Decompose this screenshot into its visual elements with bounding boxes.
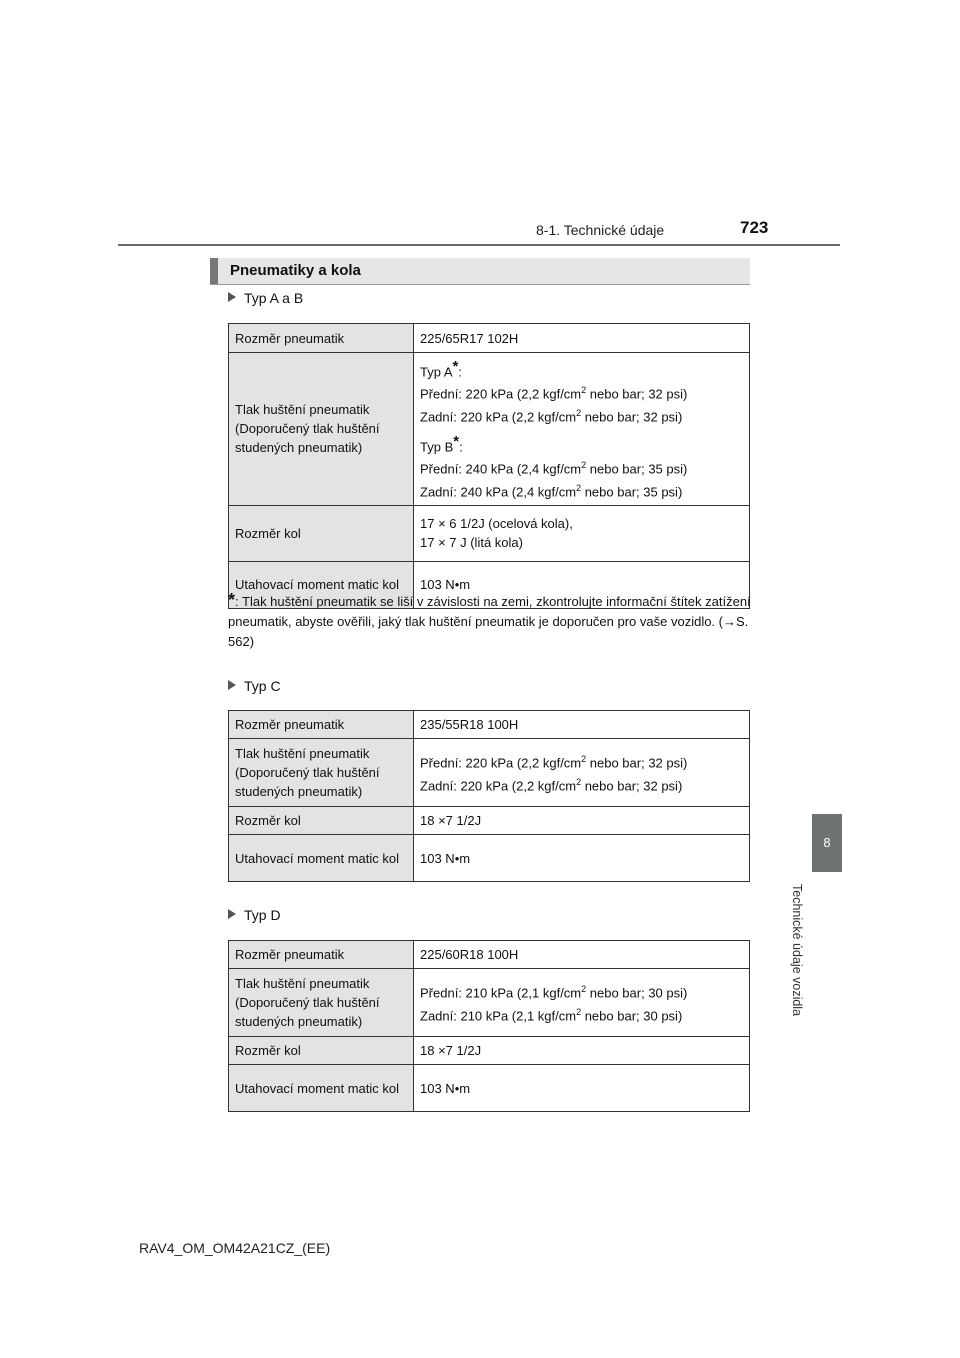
- triangle-bullet-icon: [228, 909, 236, 919]
- torque-value: 103 N•m: [414, 835, 750, 882]
- spec-table-type-a-b: [228, 323, 750, 609]
- wheel-size-label: Rozměr kol: [229, 1037, 414, 1065]
- footnote-marker: *: [228, 590, 236, 610]
- torque-label: Utahovací moment matic kol: [229, 835, 414, 882]
- tire-size-value: 225/65R17 102H: [414, 324, 750, 353]
- wheel-size-line: 17 × 6 1/2J (ocelová kola),: [420, 516, 573, 532]
- tire-size-value: 235/55R18 100H: [414, 711, 750, 739]
- table-row: [229, 711, 750, 739]
- triangle-bullet-icon: [228, 292, 236, 302]
- pressure-label: Tlak huštění pneumatik (Doporučený tlak huštění studených pneumatik): [229, 739, 414, 807]
- spec-table-type-d: [228, 940, 750, 1112]
- pressure-line: Zadní: 240 kPa (2,4 kgf/$cm^2$ nebo bar; 35 psi): [420, 482, 683, 499]
- table-row: [229, 1037, 750, 1065]
- wheel-size-value: 18 ×7 1/2J: [414, 1037, 750, 1065]
- pressure-value: [414, 739, 750, 807]
- document-code: RAV4_OM_OM42A21CZ_(EE): [139, 1240, 331, 1256]
- torque-label: Utahovací moment matic kol: [229, 561, 414, 608]
- subheading-type-a-b: Typ A a B: [228, 290, 303, 306]
- subheading-type-c: Typ C: [228, 678, 281, 694]
- footnote-text: : Tlak huštění pneumatik se liší v závislosti na zemi, zkontrolujte informační štítek zatížení pneumatik, abyste ověřili, jaký tlak huštění pneumatik je doporučen pro vaše vozidlo. (→S. 562): [228, 594, 751, 649]
- pressure-label: Tlak huštění pneumatik (Doporučený tlak huštění studených pneumatik): [229, 353, 414, 506]
- spec-table-type-c: [228, 710, 750, 882]
- torque-value: 103 N•m: [414, 1065, 750, 1112]
- torque-value: 103 N•m: [414, 561, 750, 608]
- pressure-line: Přední: 210 kPa (2,1 kgf/$cm^2$ nebo bar; 30 psi): [420, 984, 688, 1001]
- pressure-line: Přední: 220 kPa (2,2 kgf/$cm^2$ nebo bar; 32 psi): [420, 385, 688, 402]
- table-row: [229, 1065, 750, 1112]
- pressure-value: [414, 353, 750, 506]
- section-marker: [210, 258, 218, 284]
- pressure-label: Tlak huštění pneumatik (Doporučený tlak huštění studených pneumatik): [229, 969, 414, 1037]
- table-row: [229, 835, 750, 882]
- tire-size-value: 225/60R18 100H: [414, 941, 750, 969]
- table-row: [229, 324, 750, 353]
- pressure-line: Zadní: 220 kPa (2,2 kgf/$cm^2$ nebo bar; 32 psi): [420, 776, 683, 793]
- wheel-size-value: 18 ×7 1/2J: [414, 807, 750, 835]
- tire-size-label: Rozměr pneumatik: [229, 941, 414, 969]
- subheading-type-d: Typ D: [228, 907, 281, 923]
- wheel-size-value: [414, 505, 750, 561]
- page-number: 723: [740, 218, 769, 237]
- section-title: Pneumatiky a kola: [230, 262, 361, 279]
- chapter-side-label: Technické údaje vozidla: [790, 884, 804, 1017]
- pressure-value: [414, 969, 750, 1037]
- section-heading-bar: [210, 258, 750, 285]
- header-divider: [118, 244, 840, 246]
- wheel-size-label: Rozměr kol: [229, 807, 414, 835]
- pressure-line: Typ B*:: [420, 432, 463, 455]
- chapter-tab: 8: [812, 814, 842, 872]
- table-row: [229, 739, 750, 807]
- triangle-bullet-icon: [228, 680, 236, 690]
- wheel-size-label: Rozměr kol: [229, 505, 414, 561]
- tire-size-label: Rozměr pneumatik: [229, 711, 414, 739]
- table-row: [229, 941, 750, 969]
- tire-size-label: Rozměr pneumatik: [229, 324, 414, 353]
- torque-label: Utahovací moment matic kol: [229, 1065, 414, 1112]
- footnote: [228, 590, 752, 652]
- running-header-title: 8-1. Technické údaje: [536, 222, 665, 238]
- pressure-line: Přední: 240 kPa (2,4 kgf/$cm^2$ nebo bar; 35 psi): [420, 460, 688, 477]
- wheel-size-line: 17 × 7 J (litá kola): [420, 535, 523, 551]
- table-row: [229, 807, 750, 835]
- pressure-line: Typ A*:: [420, 358, 462, 380]
- pressure-line: Zadní: 220 kPa (2,2 kgf/$cm^2$ nebo bar; 32 psi): [420, 407, 683, 424]
- pressure-line: Zadní: 210 kPa (2,1 kgf/$cm^2$ nebo bar; 30 psi): [420, 1006, 683, 1023]
- table-row: [229, 969, 750, 1037]
- table-row: [229, 505, 750, 561]
- pressure-line: Přední: 220 kPa (2,2 kgf/$cm^2$ nebo bar; 32 psi): [420, 754, 688, 771]
- table-row: [229, 353, 750, 506]
